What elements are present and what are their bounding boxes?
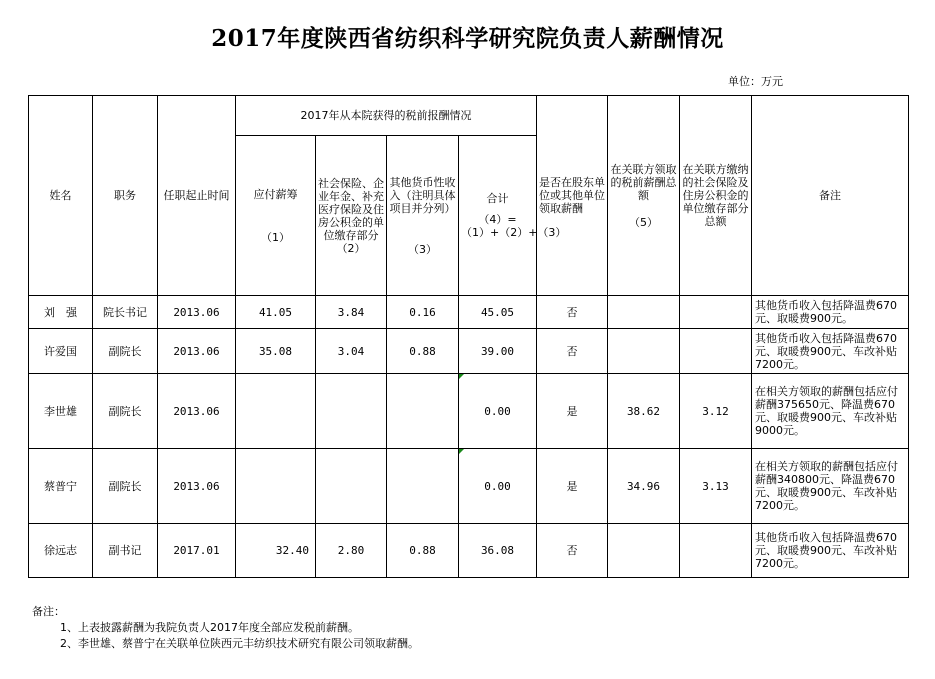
footnotes-label: 备注： <box>32 605 65 618</box>
cell-c1: 35.08 <box>236 329 316 374</box>
cell-remark: 在相关方领取的薪酬包括应付薪酬340800元、降温费670元、取暖费900元、车改补贴7200元。 <box>752 449 909 524</box>
header-group: 2017年从本院获得的税前报酬情况 <box>236 96 537 136</box>
cell-total: 39.00 <box>459 329 537 374</box>
header-total <box>459 136 567 296</box>
page-title: 2017年度陕西省纺织科学研究院负责人薪酬情况 <box>211 25 724 52</box>
cell-other: 是 <box>537 374 608 449</box>
table-row <box>29 449 909 524</box>
cell-term: 2013.06 <box>158 329 236 374</box>
cell-remark: 其他货币收入包括降温费670元、取暖费900元。 <box>752 296 909 329</box>
table-row <box>29 329 909 374</box>
header-related-social: 在关联方缴纳的社会保险及住房公积金的单位缴存部分总额 <box>680 96 752 296</box>
header-col1 <box>236 136 316 296</box>
footnote-item: 2、李世雄、蔡普宁在关联单位陕西元丰纺织技术研究有限公司领取薪酬。 <box>60 637 419 650</box>
cell-related-pay <box>608 329 680 374</box>
cell-total: 45.05 <box>459 296 537 329</box>
header-row-1 <box>29 96 909 136</box>
header-name: 姓名 <box>29 96 93 296</box>
cell-c3: 0.88 <box>387 329 459 374</box>
cell-related-social <box>680 524 752 578</box>
cell-related-social: 3.12 <box>680 374 752 449</box>
cell-other: 否 <box>537 329 608 374</box>
table-row <box>29 374 909 449</box>
footnote-item: 1、上表披露薪酬为我院负责人2017年度全部应发税前薪酬。 <box>60 621 359 634</box>
header-col2-label: 社会保险、企业年金、补充医疗保险及住房公积金的单位缴存部分 <box>318 176 384 242</box>
unit-label: 单位：万元 <box>728 75 783 88</box>
cell-position: 副书记 <box>93 524 158 578</box>
header-col3 <box>387 136 459 296</box>
cell-name: 蔡普宁 <box>29 449 93 524</box>
cell-related-social: 3.13 <box>680 449 752 524</box>
header-total-label: 合计 <box>486 192 509 205</box>
header-col1-label: 应付薪筹 <box>253 187 298 201</box>
header-col2-sub: （2） <box>336 241 366 255</box>
header-total-formula: （4）=（1）+（2）+（3） <box>461 213 567 239</box>
cell-c2 <box>316 374 387 449</box>
header-term: 任职起止时间 <box>158 96 236 296</box>
cell-c2: 2.80 <box>316 524 387 578</box>
table-row <box>29 296 909 329</box>
cell-remark: 其他货币收入包括降温费670元、取暖费900元、车改补贴7200元。 <box>752 524 909 578</box>
cell-term: 2013.06 <box>158 296 236 329</box>
cell-c2: 3.04 <box>316 329 387 374</box>
header-col1-sub: （1） <box>261 230 290 244</box>
cell-position: 副院长 <box>93 449 158 524</box>
cell-c1 <box>236 374 316 449</box>
header-col3-label: 其他货币性收入（注明具体项目并分列） <box>389 175 456 215</box>
cell-c2 <box>316 449 387 524</box>
header-related-pay-sub: （5） <box>629 215 658 229</box>
header-col2 <box>316 136 387 296</box>
header-shareholder: 是否在股东单位或其他单位领取薪酬 <box>537 96 608 296</box>
cell-position: 副院长 <box>93 374 158 449</box>
cell-related-pay: 34.96 <box>608 449 680 524</box>
cell-remark: 其他货币收入包括降温费670元、取暖费900元、车改补贴7200元。 <box>752 329 909 374</box>
cell-name: 许爱国 <box>29 329 93 374</box>
cell-position: 院长书记 <box>93 296 158 329</box>
header-related-pay <box>608 96 680 296</box>
cell-term: 2017.01 <box>158 524 236 578</box>
header-related-pay-label: 在关联方领取的税前薪酬总额 <box>610 162 677 202</box>
cell-c1 <box>236 449 316 524</box>
cell-c2: 3.84 <box>316 296 387 329</box>
cell-c1: 41.05 <box>236 296 316 329</box>
cell-total: 0.00 <box>459 374 537 449</box>
table-row <box>29 524 909 578</box>
footnotes <box>32 604 419 652</box>
cell-other: 否 <box>537 296 608 329</box>
cell-c3: 0.88 <box>387 524 459 578</box>
header-remark: 备注 <box>752 96 909 296</box>
cell-related-pay: 38.62 <box>608 374 680 449</box>
cell-related-pay <box>608 524 680 578</box>
cell-other: 是 <box>537 449 608 524</box>
cell-other: 否 <box>537 524 608 578</box>
cell-related-social <box>680 296 752 329</box>
cell-name: 李世雄 <box>29 374 93 449</box>
cell-term: 2013.06 <box>158 449 236 524</box>
cell-related-pay <box>608 296 680 329</box>
cell-remark: 在相关方领取的薪酬包括应付薪酬375650元、降温费670元、取暖费900元、车改补贴9000元。 <box>752 374 909 449</box>
header-col3-sub: （3） <box>408 242 437 256</box>
cell-term: 2013.06 <box>158 374 236 449</box>
salary-table <box>28 95 909 578</box>
cell-c3 <box>387 374 459 449</box>
cell-c3: 0.16 <box>387 296 459 329</box>
cell-c3 <box>387 449 459 524</box>
header-position: 职务 <box>93 96 158 296</box>
cell-name: 刘 强 <box>29 296 93 329</box>
cell-related-social <box>680 329 752 374</box>
cell-name: 徐远志 <box>29 524 93 578</box>
cell-total: 36.08 <box>459 524 537 578</box>
cell-total: 0.00 <box>459 449 537 524</box>
cell-position: 副院长 <box>93 329 158 374</box>
cell-c1: 32.40 <box>236 524 316 578</box>
